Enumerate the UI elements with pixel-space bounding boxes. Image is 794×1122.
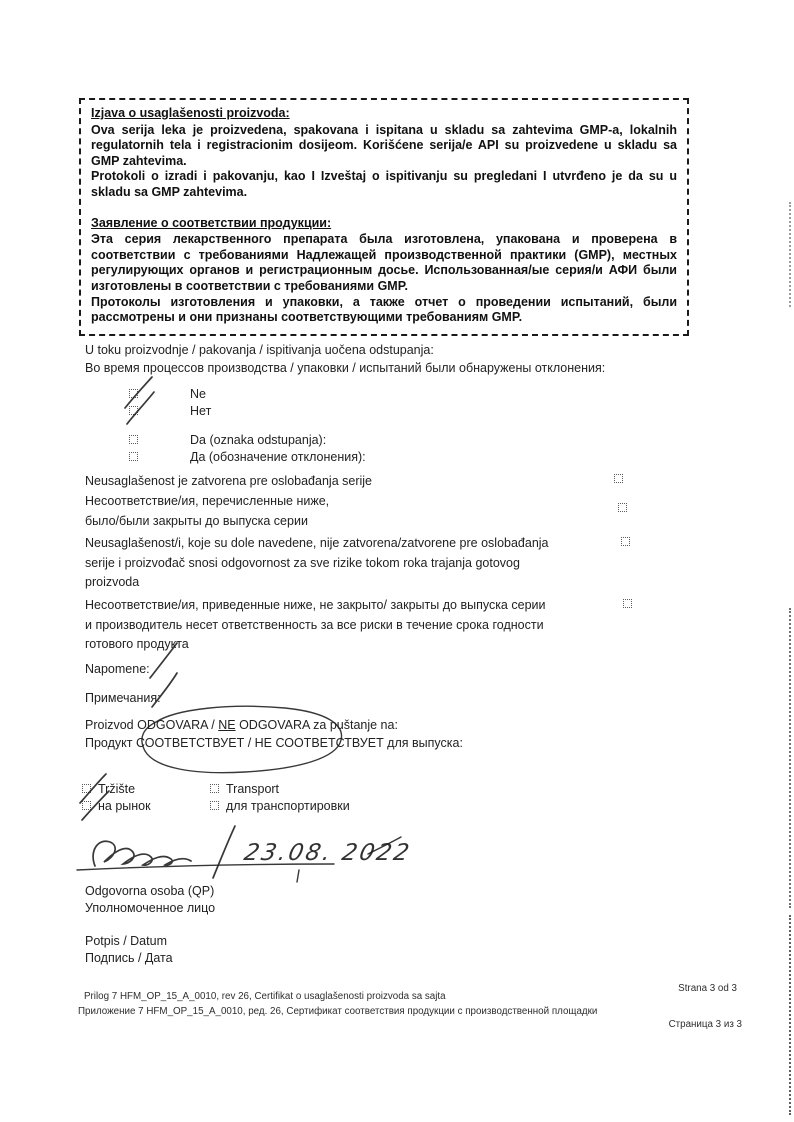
open-nonconformity-paragraph-sr: Neusaglašenost/i, koje su dole navedene, nije zatvorena/zatvorene pre oslobađanja serije i proizvođač snosi odgovornost za sve rizike tokom roka trajanja gotovog proizvoda xyxy=(85,536,549,589)
deviations-no-checkbox-ru[interactable] xyxy=(129,406,138,415)
declaration-para1-ru: Эта серия лекарственного препарата была изготовлена, упакована и проверена в соответствии с требованиями Надлежащей производственной практики (GMP), местных регулирующих органов и регистрационным досье. Использованная/ые серия/и АФИ были изготовлены в соответствии с требованиями GMP. xyxy=(91,232,677,293)
release-market-label-ru: на рынок xyxy=(98,799,151,813)
release-transport-checkbox-ru[interactable] xyxy=(210,801,219,810)
closed-nonconformity-paragraph xyxy=(85,471,625,531)
deviations-yes-checkbox-sr[interactable] xyxy=(129,435,138,444)
closed-nonconformity-checkbox-sr[interactable] xyxy=(614,474,623,483)
signature-date-labels xyxy=(85,933,173,967)
open-nonconformity-checkbox-ru[interactable] xyxy=(623,599,632,608)
declaration-para2-sr: Protokoli o izradi i pakovanju, kao I Izveštaj o ispitivanju su pregledani I utvrđeno je da su u skladu sa GMP zahtevima. xyxy=(91,169,677,199)
release-market-row-sr xyxy=(82,781,151,798)
release-market-row-ru xyxy=(82,798,151,815)
verdict-ru-rest: / НЕ СООТВЕТСТВУЕТ для выпуска: xyxy=(247,735,463,750)
handwritten-date: 23.08. 2022 xyxy=(241,839,414,866)
declaration-gap xyxy=(91,201,677,216)
release-transport-label-sr: Transport xyxy=(226,782,280,796)
deviations-no-group xyxy=(129,386,211,419)
handwritten-date-group xyxy=(242,839,414,866)
scan-edge-artifact-top xyxy=(789,202,791,307)
responsible-person-block xyxy=(85,883,215,917)
signature-descender-mark xyxy=(297,870,299,882)
release-transport-column xyxy=(210,781,350,815)
deviations-no-label-ru: Нет xyxy=(190,403,212,418)
signature-underline xyxy=(77,864,334,870)
closed-nonconformity-ru-line2: было/были закрыты до выпуска серии xyxy=(85,514,308,528)
deviations-no-checkbox-sr[interactable] xyxy=(129,389,138,398)
verdict-line-sr xyxy=(85,717,463,735)
closed-nonconformity-sr: Neusaglašenost je zatvorena pre oslobađanja serije xyxy=(85,474,372,488)
footer-page-ru: Страница 3 из 3 xyxy=(668,1019,742,1030)
verdict-sr-ne: NE xyxy=(218,718,236,732)
scan-edge-artifact-bottom xyxy=(789,915,791,1115)
footer-ref-sr: Prilog 7 HFM_OP_15_A_0010, rev 26, Certifikat o usaglašenosti proizvoda sa sajta xyxy=(84,991,446,1002)
deviations-no-label-sr: Ne xyxy=(190,387,206,401)
signature-label-sr: Potpis / Datum xyxy=(85,934,167,948)
footer-ref-ru: Приложение 7 HFM_OP_15_A_0010, ред. 26, Сертификат соответствия продукции с производственной площадки xyxy=(78,1006,598,1017)
declaration-para1-sr: Ova serija leka je proizvedena, spakovana i ispitana u skladu sa zahtevima GMP-a, lokalnih regulatornih tela i registracionim dosijeom. Korišćene serija/e API su proizvedene u skladu sa GMP zahtevima. xyxy=(91,122,677,168)
verdict-sr-pass: ODGOVARA xyxy=(137,718,208,732)
deviations-prompt-ru: Во время процессов производства / упаковки / испытаний были обнаружены отклонения: xyxy=(85,361,606,375)
deviations-prompt xyxy=(85,341,605,377)
deviations-yes-group xyxy=(129,432,366,465)
deviations-yes-row-sr xyxy=(129,432,366,449)
deviations-prompt-sr: U toku proizvodnje / pakovanja / ispitivanja uočena odstupanja: xyxy=(85,343,434,357)
release-market-column xyxy=(82,781,151,815)
verdict-block xyxy=(85,717,463,752)
signature-label-ru: Подпись / Дата xyxy=(85,951,173,965)
closed-nonconformity-ru-line1: Несоответствие/ия, перечисленные ниже, xyxy=(85,494,330,508)
open-nonconformity-checkbox-sr[interactable] xyxy=(621,537,630,546)
declaration-title-sr: Izjava o usaglašenosti proizvoda: xyxy=(91,106,290,120)
release-market-checkbox-sr[interactable] xyxy=(82,784,91,793)
verdict-ru-prefix: Продукт xyxy=(85,735,133,750)
verdict-line-ru xyxy=(85,735,463,753)
verdict-sr-rest: ODGOVARA za puštanje na: xyxy=(239,718,398,732)
notes-label-ru: Примечания: xyxy=(85,691,161,705)
release-transport-checkbox-sr[interactable] xyxy=(210,784,219,793)
deviations-yes-label-ru: Да (обозначение отклонения): xyxy=(190,449,366,464)
release-market-label-sr: Tržište xyxy=(98,782,136,796)
scan-edge-artifact-middle xyxy=(789,608,791,908)
declaration-para2-ru: Протоколы изготовления и упаковки, а также отчет о проведении испытаний, были рассмотрены и они признаны соответствующими требованиям GMP. xyxy=(91,294,677,325)
release-transport-label-ru: для транспортировки xyxy=(226,799,350,813)
release-transport-row-sr xyxy=(210,781,350,798)
footer-page-sr: Strana 3 od 3 xyxy=(678,983,737,994)
declaration-box xyxy=(79,98,689,336)
declaration-title-ru: Заявление о соответствии продукции: xyxy=(91,215,332,230)
signature-scribble xyxy=(93,841,191,866)
signature-slash xyxy=(213,826,235,878)
responsible-person-sr: Odgovorna osoba (QP) xyxy=(85,884,215,898)
signature-end-flourish xyxy=(368,837,401,854)
deviations-yes-checkbox-ru[interactable] xyxy=(129,452,138,461)
deviations-yes-row-ru xyxy=(129,449,366,466)
release-transport-row-ru xyxy=(210,798,350,815)
closed-nonconformity-checkbox-ru[interactable] xyxy=(618,503,627,512)
release-market-checkbox-ru[interactable] xyxy=(82,801,91,810)
deviations-yes-label-sr: Da (oznaka odstupanja): xyxy=(190,433,327,447)
responsible-person-ru: Уполномоченное лицо xyxy=(85,901,216,915)
deviations-no-row-ru xyxy=(129,403,211,420)
notes-label-sr: Napomene: xyxy=(85,662,150,676)
open-nonconformity-paragraph-ru: Несоответствие/ия, приведенные ниже, не закрыто/ закрыты до выпуска серии и производитель несет ответственность за все риски в течение срока годности готового продукта xyxy=(85,598,546,651)
verdict-sr-slash: / xyxy=(211,718,215,732)
deviations-no-row-sr xyxy=(129,386,211,403)
verdict-sr-prefix: Proizvod xyxy=(85,718,134,732)
verdict-ru-pass: СООТВЕТСТВУЕТ xyxy=(135,735,245,750)
